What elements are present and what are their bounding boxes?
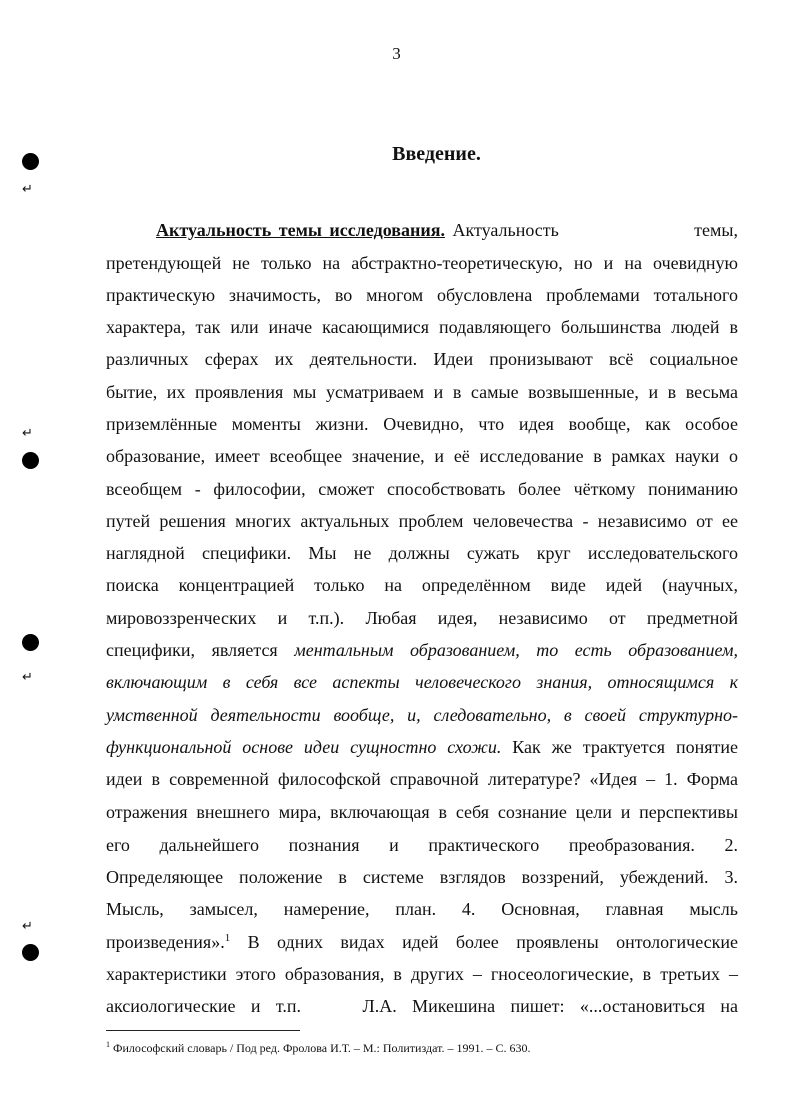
text-line-19: отражения внешнего мира, включающая в себя сознание цели и перспективы [106, 802, 738, 822]
text-segment: специфики, является [106, 640, 278, 660]
text-line-14 [106, 639, 738, 661]
text-line-12: поиска концентрацией только на определённом виде идей (научных, [106, 575, 738, 595]
text-line-11: наглядной специфики. Мы не должны сужать круг исследовательского [106, 543, 738, 563]
text-line-8: образование, имеет всеобщее значение, и её исследование в рамках науки о [106, 446, 738, 466]
margin-mark-icon: ↵ [22, 182, 33, 197]
text-line-10: путей решения многих актуальных проблем человечества - независимо от ее [106, 511, 738, 531]
text-line-21: Определяющее положение в системе взглядов воззрений, убеждений. 3. [106, 867, 738, 887]
text-line-24: характеристики этого образования, в других – гносеологические, в третьих – [106, 964, 738, 984]
text-line-15: включающим в себя все аспекты человеческого знания, относящимся к [106, 672, 738, 692]
margin-mark-icon: ↵ [22, 670, 33, 685]
text-line-23 [106, 931, 738, 953]
text-line-18: идеи в современной философской справочной литературе? «Идея – 1. Форма [106, 769, 738, 789]
footnote [106, 1040, 530, 1056]
emphasized-text: ментальным образованием, то есть образованием, [294, 640, 738, 660]
text-line-4: характера, так или иначе касающимися подавляющего большинства людей в [106, 317, 738, 337]
footnote-reference: 1 [224, 932, 231, 944]
text-line-6: бытие, их проявления мы усматриваем и в самые возвышенные, и в весьма [106, 382, 738, 402]
margin-mark-icon: ↵ [22, 919, 33, 934]
footnote-marker: 1 [106, 1040, 110, 1049]
text-line-16: умственной деятельности вообще, и, следовательно, в своей структурно- [106, 705, 738, 725]
text-segment: Актуальность темы, [452, 220, 738, 240]
margin-mark-icon: ↵ [22, 426, 33, 441]
text-line-25: аксиологические и т.п. Л.А. Микешина пишет: «...остановиться на [106, 996, 738, 1016]
text-line-5: различных сферах их деятельности. Идеи пронизывают всё социальное [106, 349, 738, 369]
text-line-1 [156, 219, 738, 241]
punch-hole-icon [22, 944, 39, 961]
text-line-22: Мысль, замысел, намерение, план. 4. Основная, главная мысль [106, 899, 738, 919]
text-segment: В одних видах идей более проявлены онтологические [247, 932, 739, 952]
text-segment: Как же трактуется понятие [512, 737, 738, 757]
text-line-3: практическую значимость, во многом обусловлена проблемами тотального [106, 285, 738, 305]
text-line-7: приземлённые моменты жизни. Очевидно, что идея вообще, как особое [106, 414, 738, 434]
text-segment: произведения». [106, 932, 225, 952]
emphasized-text: функциональной основе идеи сущностно схожи. [106, 737, 502, 757]
page-title: Введение. [392, 143, 481, 165]
text-line-20: его дальнейшего познания и практического преобразования. 2. [106, 835, 738, 855]
text-line-17 [106, 736, 738, 758]
punch-hole-icon [22, 634, 39, 651]
punch-hole-icon [22, 153, 39, 170]
footnote-divider [106, 1030, 300, 1031]
footnote-text: Философский словарь / Под ред. Фролова И.Т. – М.: Политиздат. – 1991. – С. 630. [113, 1041, 531, 1055]
text-line-2: претендующей не только на абстрактно-теоретическую, но и на очевидную [106, 253, 738, 273]
text-line-9: всеобщем - философии, сможет способствовать более чёткому пониманию [106, 479, 738, 499]
text-line-13: мировоззренческих и т.п.). Любая идея, независимо от предметной [106, 608, 738, 628]
page-number: 3 [392, 44, 401, 63]
punch-hole-icon [22, 452, 39, 469]
section-heading: Актуальность темы исследования. [156, 220, 445, 240]
